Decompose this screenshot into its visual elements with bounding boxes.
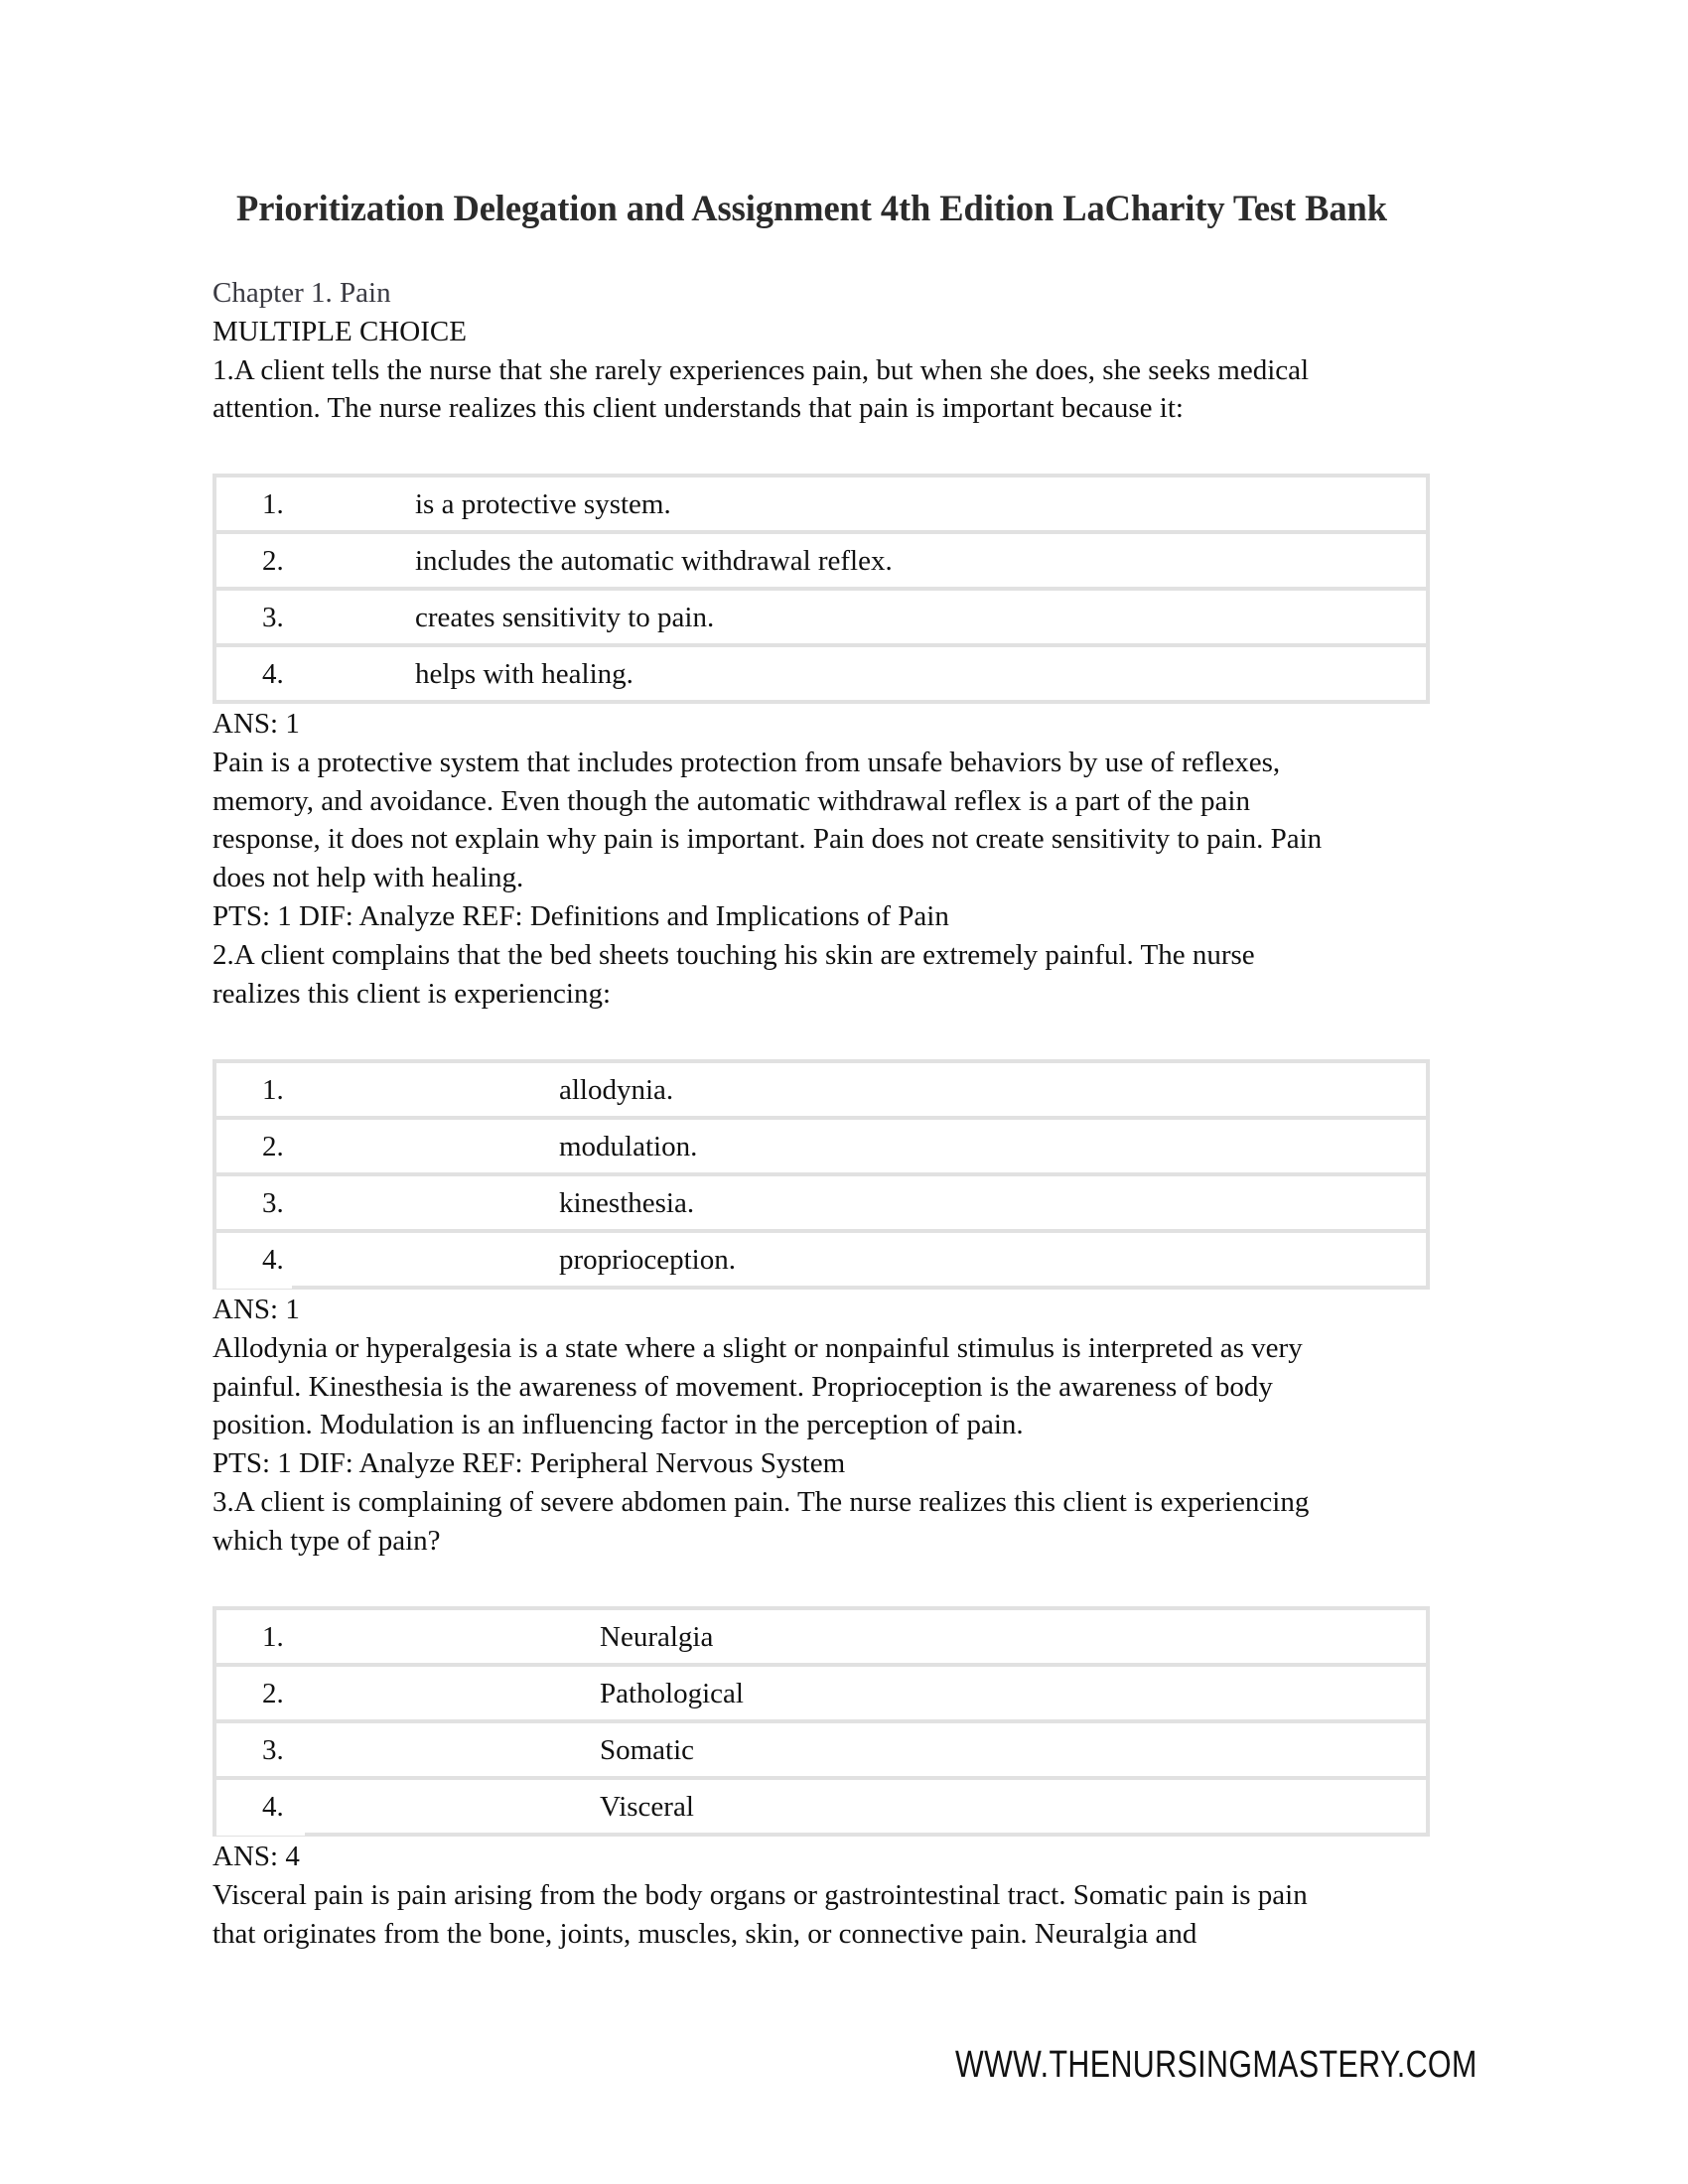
option-row [212, 1606, 1430, 1663]
option-row [212, 1116, 1430, 1172]
rationale-line: that originates from the bone, joints, muscles, skin, or connective pain. Neuralgia and [212, 1917, 1197, 1950]
option-text: includes the automatic withdrawal reflex. [415, 545, 893, 577]
option-row [212, 1719, 1430, 1776]
option-number: 1. [262, 1621, 284, 1653]
option-number: 4. [262, 1791, 284, 1823]
question-2-options-table [212, 1059, 1430, 1290]
rationale-line: Pain is a protective system that includes protection from unsafe behaviors by use of reflexes, [212, 746, 1281, 778]
option-text: is a protective system. [415, 488, 671, 520]
option-number: 3. [262, 602, 284, 633]
rationale-line: painful. Kinesthesia is the awareness of movement. Proprioception is the awareness of body [212, 1370, 1273, 1403]
option-number: 1. [262, 488, 284, 520]
answer-label: ANS: 4 [212, 1841, 300, 1872]
option-text: kinesthesia. [559, 1187, 695, 1219]
rationale-line: memory, and avoidance. Even though the automatic withdrawal reflex is a part of the pain [212, 784, 1250, 817]
option-text: Pathological [600, 1678, 744, 1709]
question-meta: PTS: 1 DIF: Analyze REF: Peripheral Nervous System [212, 1447, 846, 1480]
rationale-line: Visceral pain is pain arising from the body organs or gastrointestinal tract. Somatic pain is pain [212, 1878, 1308, 1911]
option-row [212, 474, 1430, 530]
question-3-options-table [212, 1606, 1430, 1837]
option-number: 3. [262, 1187, 284, 1219]
answer-label: ANS: 1 [212, 708, 300, 740]
question-2-stem-line: realizes this client is experiencing: [212, 977, 612, 1010]
option-number: 4. [262, 658, 284, 690]
option-text: Visceral [600, 1791, 694, 1823]
option-text: helps with healing. [415, 658, 633, 690]
option-number: 2. [262, 545, 284, 577]
chapter-heading: Chapter 1. Pain [212, 277, 391, 309]
section-heading: MULTIPLE CHOICE [212, 315, 467, 347]
question-3-stem-line: which type of pain? [212, 1524, 441, 1557]
option-text: proprioception. [559, 1244, 736, 1276]
question-1-stem-line: attention. The nurse realizes this client understands that pain is important because it: [212, 392, 1184, 425]
border-gap [216, 1832, 305, 1836]
option-row [212, 587, 1430, 643]
question-1-options-table [212, 474, 1430, 704]
option-row [212, 530, 1430, 587]
question-3-stem-line: 3.A client is complaining of severe abdomen pain. The nurse realizes this client is experiencing [212, 1485, 1310, 1518]
page-title: Prioritization Delegation and Assignment 4th Edition LaCharity Test Bank [236, 188, 1387, 228]
option-number: 1. [262, 1074, 284, 1106]
option-text: creates sensitivity to pain. [415, 602, 715, 633]
option-row [212, 1172, 1430, 1229]
option-text: Somatic [600, 1734, 695, 1766]
option-row [212, 643, 1430, 704]
border-gap [216, 1285, 292, 1289]
rationale-line: does not help with healing. [212, 862, 524, 894]
rationale-line: position. Modulation is an influencing factor in the perception of pain. [212, 1409, 1024, 1441]
question-2-stem-line: 2.A client complains that the bed sheets touching his skin are extremely painful. The nurse [212, 938, 1255, 971]
rationale-line: Allodynia or hyperalgesia is a state where a slight or nonpainful stimulus is interpreted as very [212, 1331, 1303, 1364]
option-number: 4. [262, 1244, 284, 1276]
question-1-stem-line: 1.A client tells the nurse that she rarely experiences pain, but when she does, she seeks medical [212, 353, 1310, 386]
option-row [212, 1059, 1430, 1116]
option-row [212, 1776, 1430, 1837]
option-row [212, 1663, 1430, 1719]
website-footer: WWW.THENURSINGMASTERY.COM [955, 2044, 1477, 2086]
option-number: 3. [262, 1734, 284, 1766]
option-number: 2. [262, 1678, 284, 1709]
option-row [212, 1229, 1430, 1290]
option-text: Neuralgia [600, 1621, 714, 1653]
question-meta: PTS: 1 DIF: Analyze REF: Definitions and Implications of Pain [212, 899, 949, 932]
option-text: modulation. [559, 1131, 698, 1162]
option-number: 2. [262, 1131, 284, 1162]
option-text: allodynia. [559, 1074, 674, 1106]
question-2-answer-block [212, 1291, 1444, 1561]
answer-label: ANS: 1 [212, 1294, 300, 1325]
rationale-line: response, it does not explain why pain is important. Pain does not create sensitivity to pain. Pain [212, 823, 1323, 856]
question-3-answer-block [212, 1838, 1444, 1953]
intro-block [212, 274, 1444, 428]
question-1-answer-block [212, 705, 1444, 1013]
